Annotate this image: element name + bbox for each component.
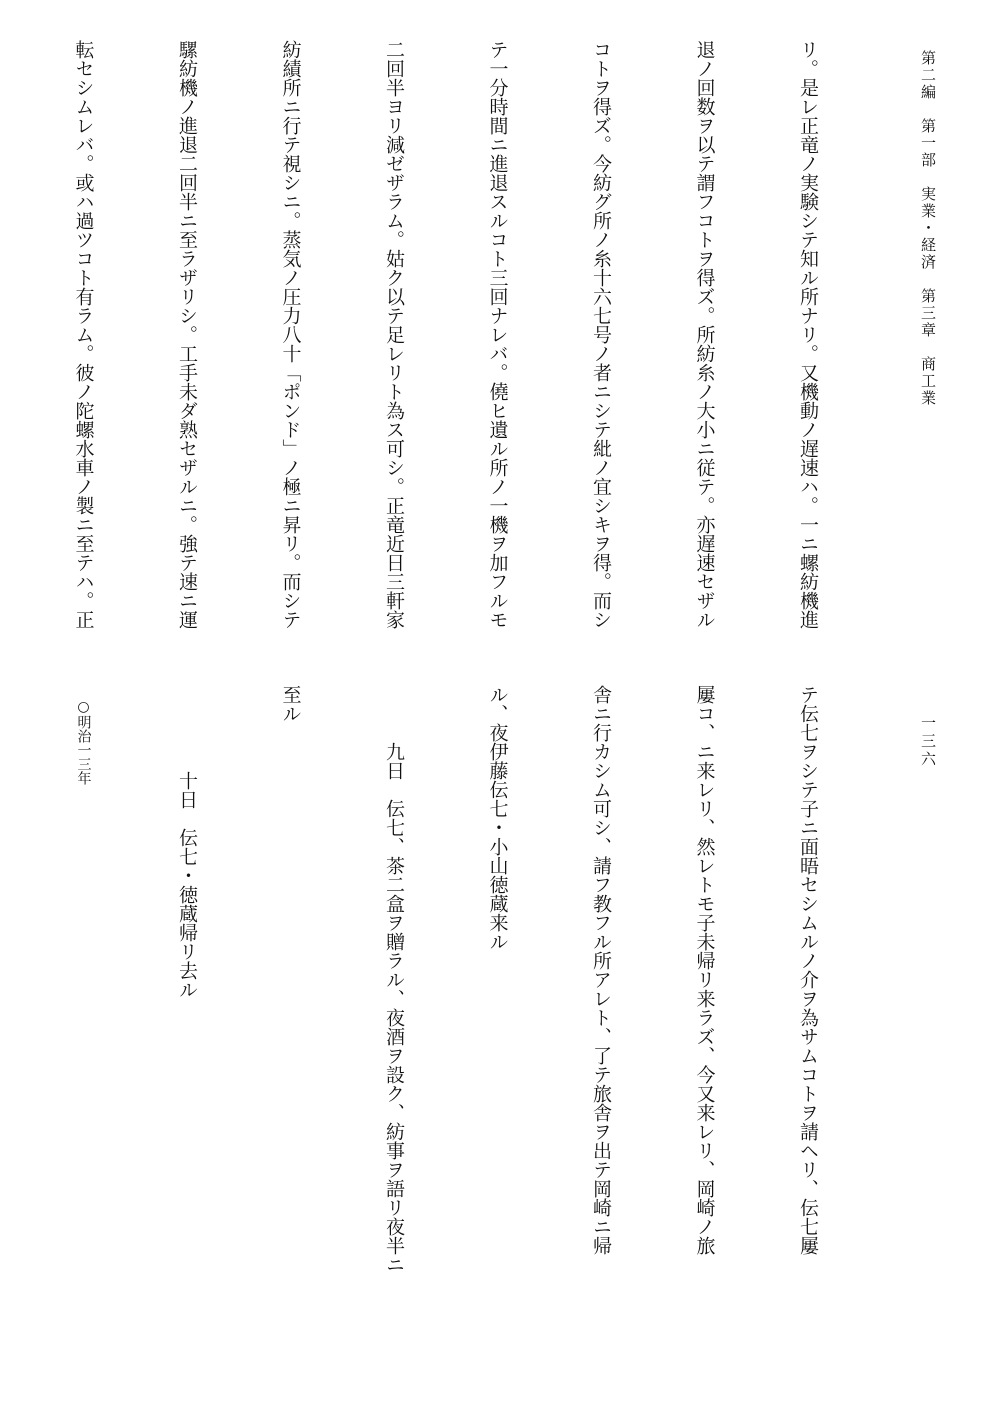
lower-text-block [66,685,894,1325]
upper-text-block [66,40,894,675]
text-line: テ伝七ヲシテ子ニ面晤セシムルノ介ヲ為サムコトヲ請ヘリ、伝七屢 [797,685,819,1255]
diary-entry-cont: 至ル [279,685,302,723]
text-line: 屢コ、ニ来レリ、然レトモ子未帰リ来ラズ、今又来レリ、岡崎ノ旅 [693,685,716,1255]
text-line: 舎ニ行カシム可シ、請フ教フル所アレト、了テ旅舎ヲ出テ岡崎ニ帰 [590,685,612,1255]
year-heading: ○明治一三年 [75,699,92,785]
page-number: 一三六 [919,715,937,769]
text-line: 二回半ヨリ減ゼザラム。姑ク以テ足レリト為ス可シ。正竜近日三軒家 [383,40,405,629]
running-header: 第二編 第一部 実業・経済 第三章 商工業 [919,50,937,407]
diary-entry: 九日 伝七、茶二盒ヲ贈ラル、夜酒ヲ設ク、紡事ヲ語リ夜半ニ [383,742,405,1274]
text-line: 転セシムレバ。或ハ過ツコト有ラム。彼ノ陀螺水車ノ製ニ至テハ。正 [72,40,95,629]
text-line: テ一分時間ニ進退スルコト三回ナレバ。僥ヒ遺ル所ノ一機ヲ加フルモ [486,40,509,629]
text-line: リ。是レ正竜ノ実験シテ知ル所ナリ。又機動ノ遅速ハ。一ニ螺紡機進 [797,40,819,629]
text-line: 退ノ回数ヲ以テ謂フコトヲ得ズ。所紡糸ノ大小ニ従テ。亦遅速セザル [693,40,716,629]
text-line: 騾紡機ノ進退二回半ニ至ラザリシ。工手未ダ熟セザルニ。強テ速ニ運 [176,40,198,629]
text-line: コトヲ得ズ。今紡グ所ノ糸十六七号ノ者ニシテ紕ノ宜シキヲ得。而シ [590,40,612,629]
diary-entry: 十日 伝七・徳蔵帰リ去ル [176,770,198,999]
text-line: 紡績所ニ行テ視シニ。蒸気ノ圧力八十「ポンド」ノ極ニ昇リ。而シテ [279,40,302,629]
text-line: ル、夜伊藤伝七・小山徳蔵来ル [486,685,509,951]
